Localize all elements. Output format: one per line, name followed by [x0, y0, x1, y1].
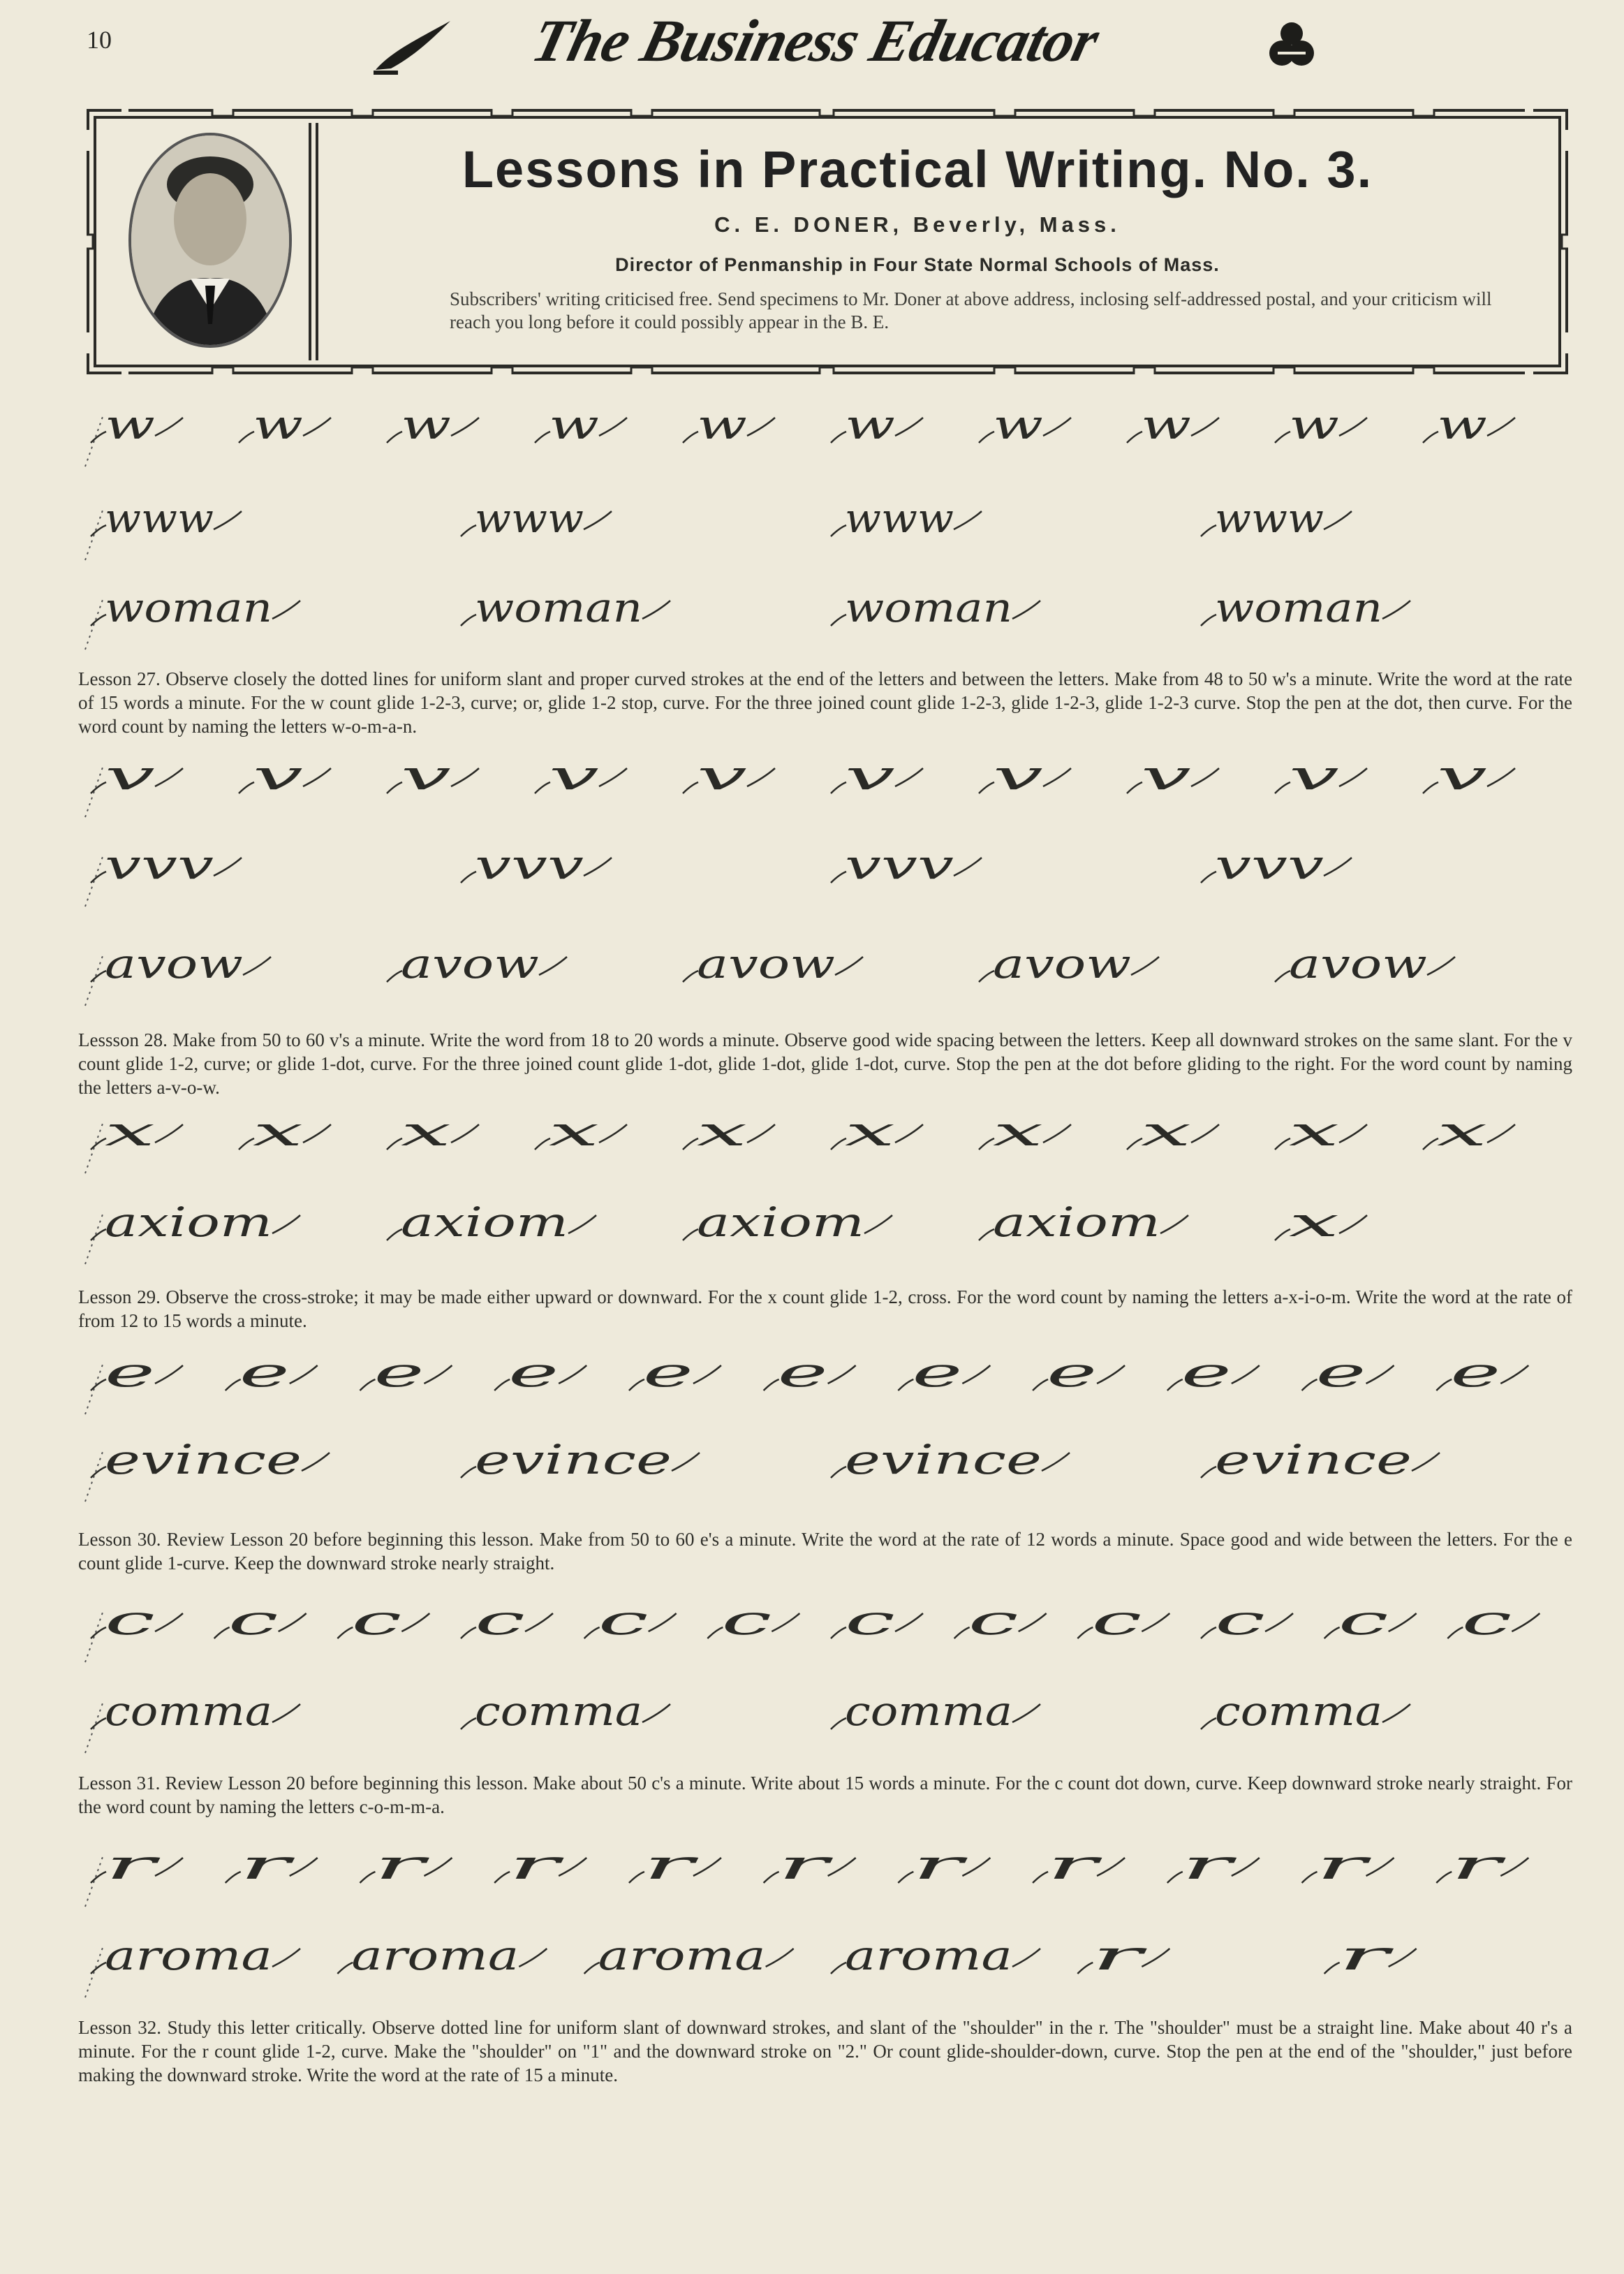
script-specimen: v	[253, 751, 304, 799]
script-specimen: v	[549, 751, 600, 799]
script-specimen: v	[697, 751, 748, 799]
script-specimen: aroma	[845, 1932, 1012, 1979]
script-specimen: r	[1181, 1841, 1238, 1888]
slant-guide-line	[85, 1212, 103, 1264]
script-specimen: c	[1215, 1597, 1265, 1644]
script-specimen: c	[475, 1597, 525, 1644]
lesson-32-text: Lesson 32. Study this letter critically. Observe dotted line for uniform slant of downward strokes, and slant of the "shoulder" in the r. The "shoulder" must be a straight line. Make about 40 r's a minute. For the r count glide 1-2, curve. Make the "shoulder" on "1" and the downward stroke on "2." Or count glide-shoulder-down, curve. Stop the pen at the end of the "shoulder," just before making the downward stroke. Write the word at the rate of 15 a minute.	[78, 2017, 1572, 2085]
script-specimen: e	[1181, 1349, 1232, 1396]
script-specimen: r	[1450, 1841, 1507, 1888]
masthead-title: The Business Educator	[526, 7, 1105, 74]
script-specimen: c	[721, 1597, 772, 1644]
slant-guide-line	[85, 1701, 103, 1753]
script-specimen: c	[228, 1597, 279, 1644]
script-specimen: c	[1461, 1597, 1512, 1644]
script-specimen: r	[1047, 1841, 1103, 1888]
script-specimen: e	[642, 1349, 693, 1396]
script-specimen: www	[105, 494, 214, 542]
script-specimen: evince	[845, 1436, 1042, 1483]
script-specimen: comma	[845, 1687, 1012, 1735]
script-specimen: c	[351, 1597, 402, 1644]
script-specimen: e	[508, 1349, 559, 1396]
script-specimen: r	[1315, 1841, 1373, 1888]
script-specimen: v	[993, 751, 1044, 799]
slant-guide-line	[85, 1611, 103, 1662]
script-specimen: woman	[105, 584, 272, 631]
script-specimen: v	[845, 751, 896, 799]
script-specimen: axiom	[993, 1198, 1160, 1246]
script-specimen: v	[1289, 751, 1340, 799]
script-specimen: x	[1437, 1108, 1487, 1155]
lesson-31-text: Lesson 31. Review Lesson 20 before beginning this lesson. Make about 50 c's a minute. Write about 15 words a minute. For the c count dot down, curve. Keep downward stroke nearly straight. For the word count by naming the letters c-o-m-m-a.	[78, 1773, 1572, 1817]
lesson-28-text: Lessson 28. Make from 50 to 60 v's a minute. Write the word from 18 to 20 words a minute. Observe good wide spacing between the letters. Keep all downward strokes on the same slant. For the v count glide 1-2, curve; or glide 1-dot, curve. For the three joined count glide 1-dot, glide 1-dot, glide 1-dot, curve. Stop the pen at the dot before gliding to the right. For the word count by naming the letters a-v-o-w.	[78, 1029, 1572, 1098]
script-specimen: evince	[475, 1436, 672, 1483]
slant-guide-line	[85, 1122, 103, 1173]
script-specimen: avow	[993, 940, 1131, 988]
subscriber-note: Subscribers' writing criticised free. Send specimens to Mr. Doner at above address, inclosing self-addressed postal, and your criticism will reach you long before it could possibly appear in the B. E.	[450, 288, 1492, 332]
script-specimen: x	[697, 1108, 747, 1155]
slant-guide-line	[85, 855, 103, 907]
script-specimen: woman	[845, 584, 1012, 631]
lesson-29-text: Lesson 29. Observe the cross-stroke; it may be made either upward or downward. For the x count glide 1-2, cross. For the word count by naming the letters a-x-i-o-m. Write the word at the rate of from 12 to 15 words a minute.	[78, 1286, 1572, 1331]
script-specimen: w	[1289, 401, 1339, 448]
script-specimen: x	[549, 1108, 599, 1155]
script-specimen: avow	[401, 940, 539, 988]
script-specimen: x	[401, 1108, 451, 1155]
slant-guide-line	[85, 508, 103, 560]
slant-guide-line	[85, 765, 103, 817]
script-specimen: r	[642, 1841, 700, 1888]
script-specimen: e	[105, 1349, 155, 1396]
script-specimen: aroma	[105, 1932, 272, 1979]
slant-guide-line	[85, 598, 103, 650]
script-specimen: comma	[105, 1687, 272, 1735]
slant-guide-line	[85, 1450, 103, 1502]
script-specimen: c	[105, 1597, 155, 1644]
script-specimen: www	[475, 494, 584, 542]
script-specimen: r	[508, 1841, 565, 1888]
script-specimen: vvv	[845, 841, 954, 888]
script-specimen: e	[239, 1349, 290, 1396]
lesson-27-text: Lesson 27. Observe closely the dotted lines for uniform slant and proper curved strokes at the end of the letters and between the letters. Make from 48 to 50 w's a minute. Write the word at the rate of 15 words a minute. For the w count glide 1-2-3, curve; or, glide 1-2 stop, curve. For the three joined count glide 1-2-3, glide 1-2-3, glide 1-2-3 curve. Stop the pen at the dot, then curve. For the word count by naming the letters w-o-m-a-n.	[78, 668, 1572, 737]
script-specimen: x	[105, 1108, 155, 1155]
script-specimen: c	[968, 1597, 1019, 1644]
script-specimen: v	[1141, 751, 1192, 799]
script-specimen: e	[374, 1349, 425, 1396]
script-specimen: avow	[105, 940, 243, 988]
script-specimen: evince	[1215, 1436, 1412, 1483]
script-specimen: x	[1141, 1108, 1191, 1155]
script-specimen: c	[1338, 1597, 1389, 1644]
script-specimen: v	[1437, 751, 1488, 799]
script-specimen: evince	[105, 1436, 302, 1483]
slant-guide-line	[85, 1855, 103, 1907]
script-specimen: axiom	[401, 1198, 568, 1246]
script-specimen: v	[401, 751, 452, 799]
script-specimen: w	[1141, 401, 1191, 448]
script-specimen: x	[1289, 1198, 1339, 1246]
script-specimen: aroma	[351, 1932, 519, 1979]
script-specimen: c	[845, 1597, 895, 1644]
script-specimen: www	[1215, 494, 1324, 542]
script-specimen: r	[1338, 1932, 1395, 1979]
script-specimen: w	[401, 401, 451, 448]
script-specimen: x	[253, 1108, 303, 1155]
lesson-30-text: Lesson 30. Review Lesson 20 before beginning this lesson. Make from 50 to 60 e's a minute. Write the word at the rate of 12 words a minute. Space good and wide between the letters. For the e count glide 1-curve. Keep the downward stroke nearly straight.	[78, 1529, 1572, 1574]
script-specimen: r	[239, 1841, 296, 1888]
script-specimen: r	[777, 1841, 834, 1888]
script-specimen: avow	[1289, 940, 1427, 988]
script-specimen: comma	[1215, 1687, 1382, 1735]
script-specimen: x	[1289, 1108, 1339, 1155]
script-specimen: e	[1315, 1349, 1366, 1396]
script-specimen: r	[105, 1841, 161, 1888]
script-specimen: r	[374, 1841, 430, 1888]
script-specimen: c	[598, 1597, 649, 1644]
script-specimen: avow	[697, 940, 835, 988]
script-specimen: aroma	[598, 1932, 766, 1979]
script-specimen: vvv	[1215, 841, 1324, 888]
script-specimen: w	[253, 401, 303, 448]
script-specimen: vvv	[105, 841, 214, 888]
slant-guide-line	[85, 1946, 103, 1997]
script-specimen: e	[1450, 1349, 1501, 1396]
script-specimen: c	[1091, 1597, 1142, 1644]
director-line: Director of Penmanship in Four State Normal Schools of Mass.	[615, 254, 1220, 275]
script-specimen: e	[912, 1349, 963, 1396]
script-specimen: x	[845, 1108, 895, 1155]
script-specimen: e	[1047, 1349, 1098, 1396]
author-line: C. E. DONER, Beverly, Mass.	[714, 212, 1121, 237]
script-specimen: w	[105, 401, 155, 448]
script-specimen: woman	[1215, 584, 1382, 631]
slant-guide-line	[85, 954, 103, 1006]
script-specimen: w	[549, 401, 599, 448]
script-specimen: www	[845, 494, 954, 542]
slant-guide-line	[85, 1363, 103, 1414]
script-specimen: r	[1091, 1932, 1148, 1979]
script-specimen: w	[993, 401, 1043, 448]
script-specimen: r	[912, 1841, 968, 1888]
script-specimen: x	[993, 1108, 1043, 1155]
script-specimen: comma	[475, 1687, 642, 1735]
slant-guide-line	[85, 415, 103, 467]
lesson-title: Lessons in Practical Writing. No. 3.	[462, 140, 1373, 198]
script-specimen: woman	[475, 584, 642, 631]
script-specimen: w	[845, 401, 895, 448]
script-specimen: axiom	[697, 1198, 864, 1246]
script-specimen: vvv	[475, 841, 584, 888]
script-specimen: w	[697, 401, 747, 448]
script-specimen: axiom	[105, 1198, 272, 1246]
script-specimen: w	[1437, 401, 1487, 448]
script-specimen: v	[105, 751, 156, 799]
page-number: 10	[87, 26, 112, 54]
script-specimen: e	[777, 1349, 828, 1396]
